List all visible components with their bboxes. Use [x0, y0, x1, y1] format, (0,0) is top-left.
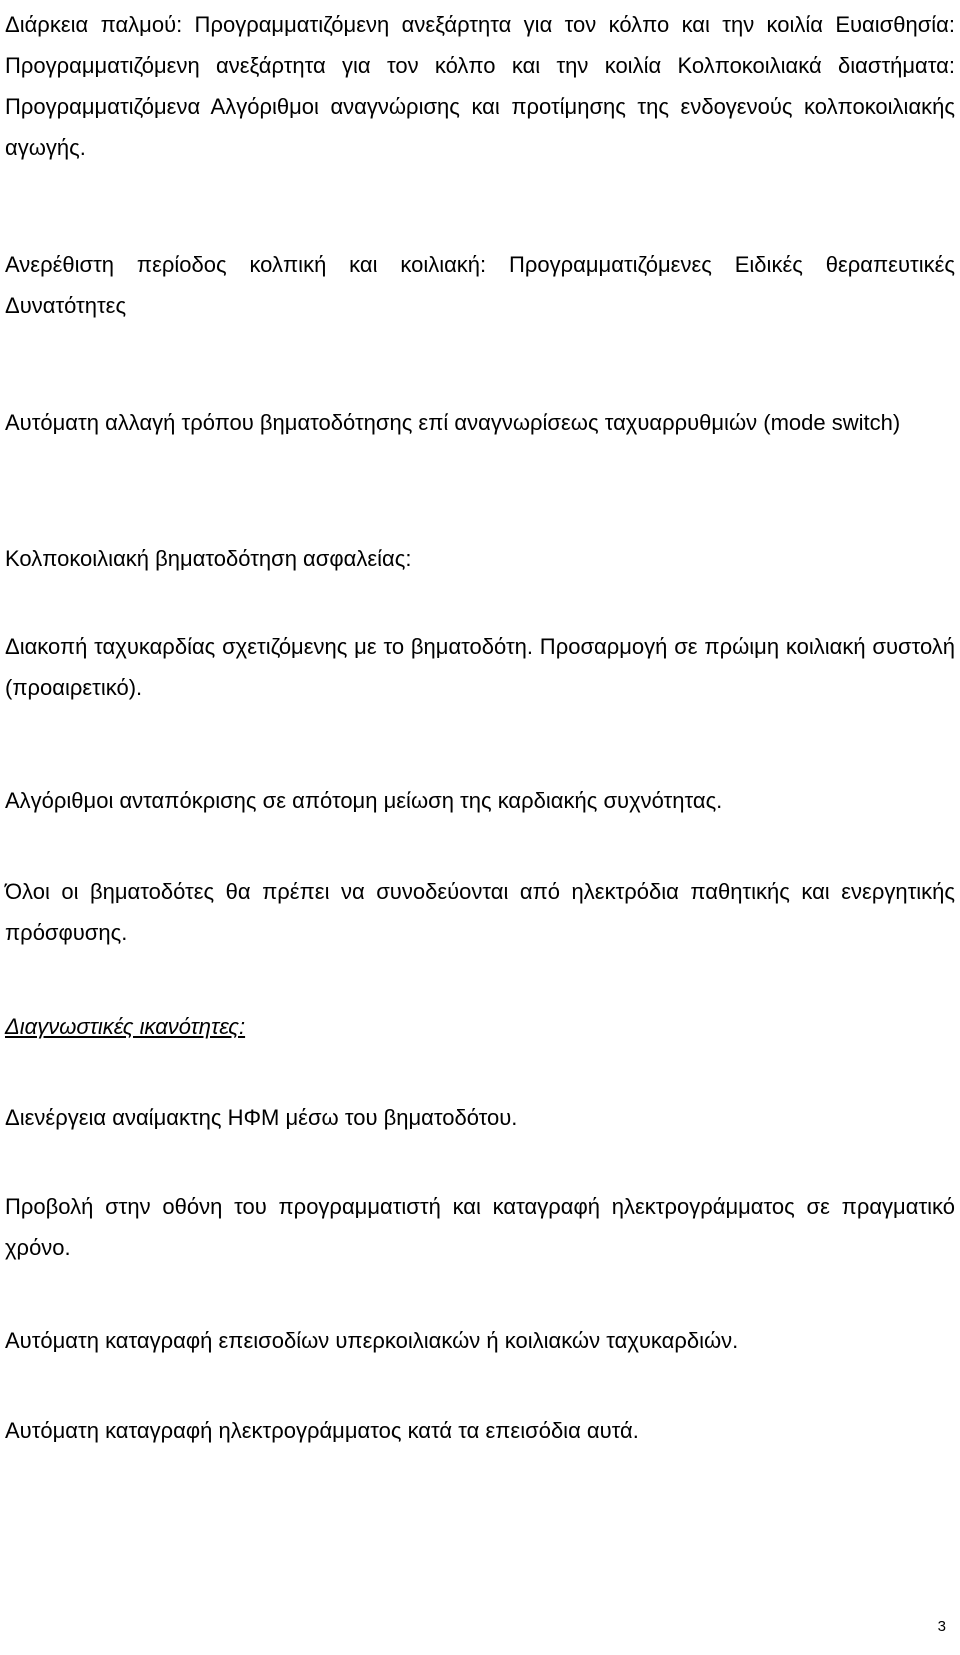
paragraph-safety-pacing: Κολποκοιλιακή βηματοδότηση ασφαλείας:: [5, 546, 412, 571]
section-heading-diagnostics: Διαγνωστικές ικανότητες:: [5, 1014, 246, 1039]
paragraph-episode-recording: Αυτόματη καταγραφή επεισοδίων υπερκοιλιακών ή κοιλιακών ταχυκαρδιών.: [5, 1328, 739, 1353]
paragraph-refractory-period: Ανερέθιστη περίοδος κολπική και κοιλιακή: Προγραμματιζόμενες Ειδικές θεραπευτικές Δυνατότητες: [5, 252, 955, 318]
paragraph-realtime-egm: Προβολή στην οθόνη του προγραμματιστή και καταγραφή ηλεκτρογράμματος σε πραγματικό χρόνο.: [5, 1194, 955, 1260]
paragraph-episode-egm: Αυτόματη καταγραφή ηλεκτρογράμματος κατά τα επεισόδια αυτά.: [5, 1418, 639, 1443]
paragraph-leads-fixation: Όλοι οι βηματοδότες θα πρέπει να συνοδεύονται από ηλεκτρόδια παθητικής και ενεργητικής πρόσφυσης.: [5, 879, 955, 945]
paragraph-rate-drop-response: Αλγόριθμοι ανταπόκρισης σε απότομη μείωση της καρδιακής συχνότητας.: [5, 788, 723, 813]
paragraph-noninvasive-eps: Διενέργεια αναίμακτης ΗΦΜ μέσω του βηματοδότου.: [5, 1105, 518, 1130]
paragraph-pulse-settings: Διάρκεια παλμού: Προγραμματιζόμενη ανεξάρτητα για τον κόλπο και την κοιλία Ευαισθησία: Προγραμματιζόμενη ανεξάρτητα για τον κόλπο και την κοιλία Κολποκοιλιακά διαστήματα: Προγραμματιζόμενα Αλγόριθμοι αναγνώρισης και προτίμησης της ενδογενούς κολποκοιλιακής αγωγής.: [5, 12, 955, 160]
page-number: 3: [937, 1618, 946, 1635]
paragraph-tachycardia-termination: Διακοπή ταχυκαρδίας σχετιζόμενης με το βηματοδότη. Προσαρμογή σε πρώιμη κοιλιακή συστολή (προαιρετικό).: [5, 634, 955, 700]
paragraph-mode-switch: Αυτόματη αλλαγή τρόπου βηματοδότησης επί αναγνωρίσεως ταχυαρρυθμιών (mode switch): [5, 410, 901, 435]
